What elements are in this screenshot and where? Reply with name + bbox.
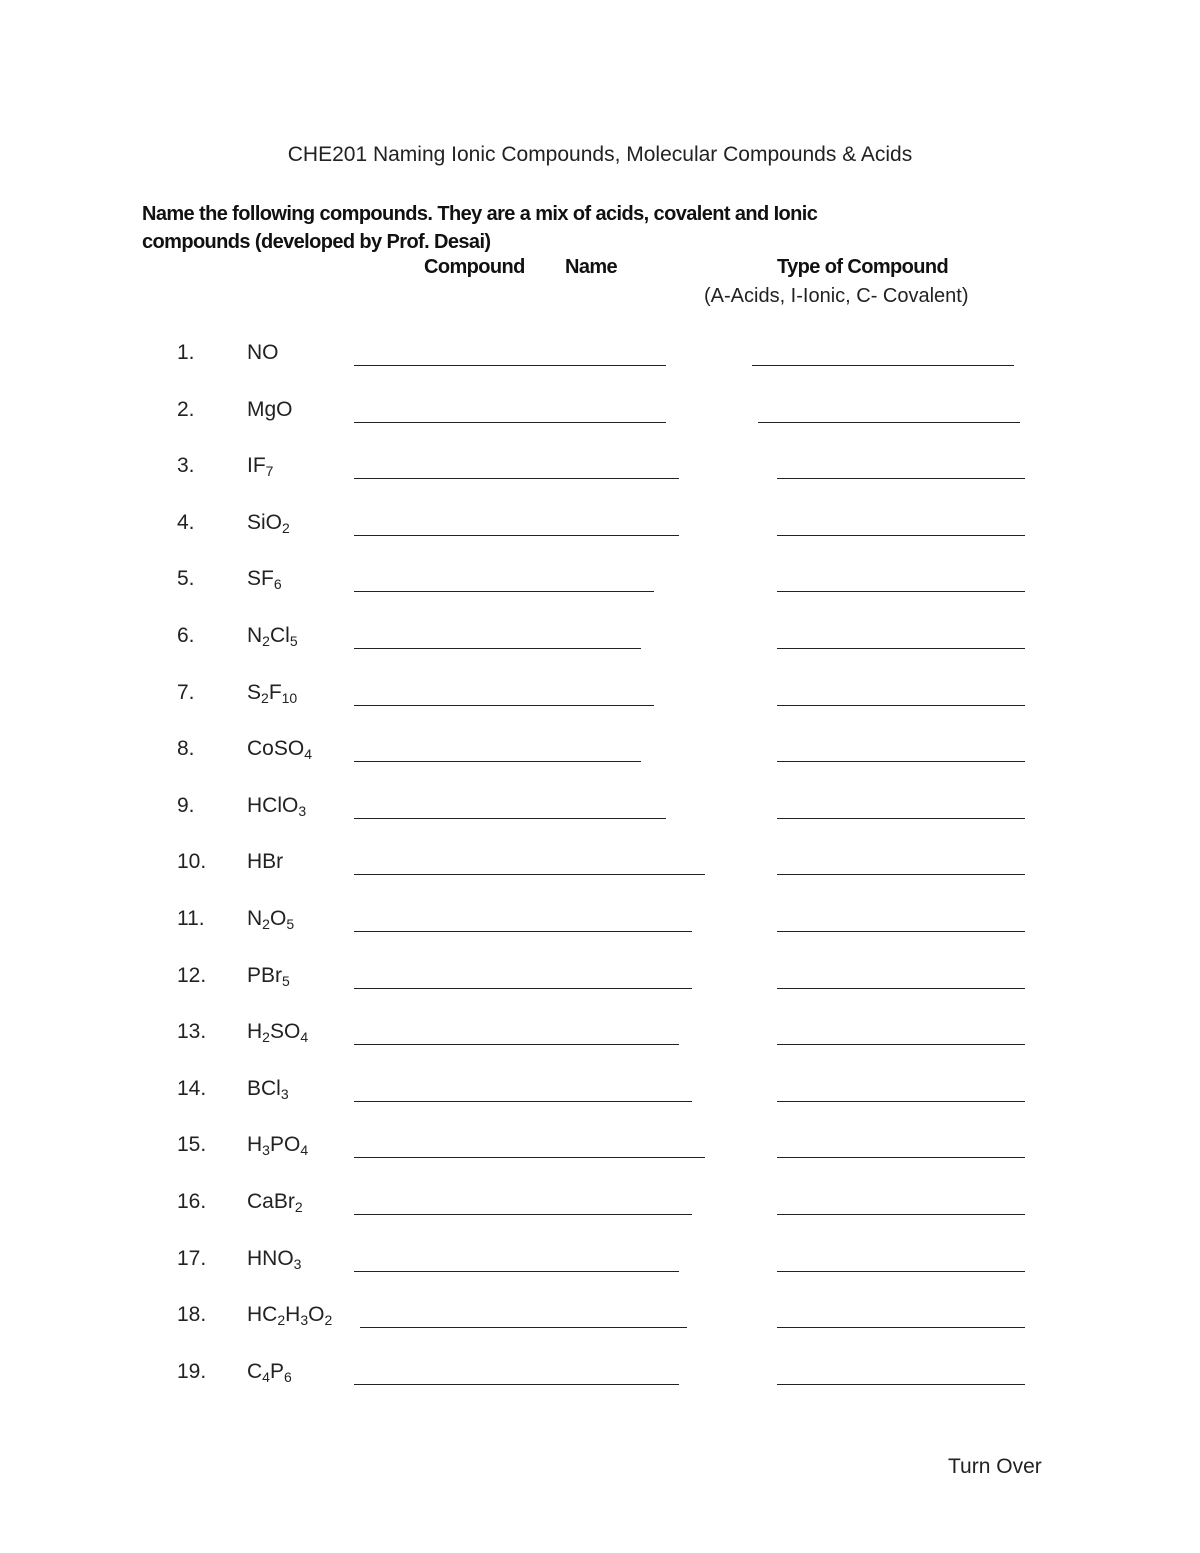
formula-subscript: 10 [281, 689, 298, 706]
formula-text: O [308, 1303, 325, 1327]
type-answer-blank[interactable] [777, 874, 1025, 875]
instructions [142, 200, 962, 256]
formula-text: NO [247, 341, 279, 364]
compound-formula [247, 964, 290, 988]
compound-row [0, 1020, 1200, 1060]
type-answer-blank[interactable] [777, 1157, 1025, 1158]
name-answer-blank[interactable] [354, 648, 641, 649]
formula-subscript: 4 [262, 1368, 270, 1385]
name-answer-blank[interactable] [354, 1214, 692, 1215]
compound-formula [247, 737, 312, 761]
formula-text: O [269, 907, 287, 930]
name-answer-blank[interactable] [354, 591, 654, 592]
row-number: 15. [177, 1133, 207, 1157]
compound-row [0, 567, 1200, 607]
compound-row [0, 1247, 1200, 1287]
type-answer-blank[interactable] [777, 761, 1025, 762]
formula-text: IF [247, 454, 266, 478]
type-answer-blank[interactable] [777, 818, 1025, 819]
formula-subscript: 2 [262, 916, 270, 932]
row-number: 13. [177, 1020, 207, 1044]
compound-row [0, 907, 1200, 947]
formula-text: SF [247, 567, 274, 591]
row-number: 11. [177, 907, 205, 930]
compound-row [0, 1133, 1200, 1173]
name-answer-blank[interactable] [354, 761, 641, 762]
compound-row [0, 1360, 1200, 1400]
row-number: 8. [177, 737, 195, 761]
type-answer-blank[interactable] [777, 535, 1025, 536]
column-header-name: Name [565, 256, 618, 278]
name-answer-blank[interactable] [354, 874, 705, 875]
name-answer-blank[interactable] [354, 535, 679, 536]
column-header-compound: Compound [424, 256, 525, 278]
compound-formula [247, 1303, 332, 1327]
compound-formula [247, 1133, 308, 1157]
name-answer-blank[interactable] [354, 365, 666, 366]
formula-text: HClO [247, 793, 299, 817]
formula-text: N [247, 907, 263, 930]
row-number: 10. [177, 850, 207, 874]
formula-text: H [247, 1133, 263, 1157]
compound-row [0, 681, 1200, 721]
type-answer-blank[interactable] [777, 1214, 1025, 1215]
formula-text: Cl [269, 624, 290, 647]
formula-subscript: 3 [298, 802, 307, 819]
formula-subscript: 5 [289, 633, 298, 649]
formula-text: N [247, 624, 263, 647]
formula-subscript: 3 [280, 1085, 289, 1102]
formula-subscript: 2 [282, 519, 290, 536]
type-legend: (A-Acids, I-Ionic, C- Covalent) [704, 285, 969, 307]
row-number: 17. [177, 1246, 207, 1270]
row-number: 19. [177, 1359, 207, 1383]
name-answer-blank[interactable] [354, 1101, 692, 1102]
formula-text: SiO [247, 510, 283, 534]
type-answer-blank[interactable] [777, 931, 1025, 932]
type-answer-blank[interactable] [777, 1384, 1025, 1385]
formula-text: MgO [247, 397, 293, 421]
formula-text: HBr [247, 850, 284, 874]
type-answer-blank[interactable] [777, 478, 1025, 479]
formula-subscript: 2 [324, 1312, 333, 1329]
compound-formula [247, 681, 297, 705]
column-header-type: Type of Compound [777, 256, 949, 278]
formula-text: F [268, 680, 282, 704]
type-answer-blank[interactable] [777, 988, 1025, 989]
formula-subscript: 2 [262, 633, 270, 649]
compound-row [0, 850, 1200, 890]
type-answer-blank[interactable] [777, 1101, 1025, 1102]
formula-subscript: 4 [300, 1029, 309, 1046]
formula-subscript: 6 [273, 576, 282, 593]
type-answer-blank[interactable] [777, 705, 1025, 706]
formula-subscript: 2 [262, 1029, 270, 1046]
formula-text: H [247, 1020, 263, 1044]
row-number: 12. [177, 963, 207, 987]
formula-text: HC [247, 1303, 278, 1327]
name-answer-blank[interactable] [354, 422, 666, 423]
compound-formula [247, 454, 273, 478]
row-number: 1. [177, 341, 195, 364]
formula-text: BCl [247, 1076, 281, 1100]
compound-formula [247, 624, 298, 648]
type-answer-blank[interactable] [777, 1327, 1025, 1328]
compound-formula [247, 1247, 301, 1271]
compound-formula [247, 907, 294, 931]
compound-row [0, 624, 1200, 664]
compound-row [0, 1190, 1200, 1230]
name-answer-blank[interactable] [354, 1271, 679, 1272]
formula-subscript: 5 [286, 916, 295, 932]
compound-row [0, 1077, 1200, 1117]
compound-row [0, 964, 1200, 1004]
compound-formula [247, 398, 293, 422]
name-answer-blank[interactable] [354, 1384, 679, 1385]
row-number: 4. [177, 510, 195, 534]
name-answer-blank[interactable] [354, 1157, 705, 1158]
formula-subscript: 7 [265, 463, 274, 480]
compound-row [0, 794, 1200, 834]
type-answer-blank[interactable] [777, 1271, 1025, 1272]
formula-text: CoSO [247, 737, 305, 761]
row-number: 6. [177, 624, 195, 647]
compound-formula [247, 511, 290, 535]
turn-over-note: Turn Over [948, 1455, 1042, 1478]
compound-row [0, 341, 1200, 381]
formula-subscript: 2 [261, 689, 269, 706]
instructions-line-2: compounds (developed by Prof. Desai) [142, 231, 491, 253]
formula-text: HNO [247, 1246, 294, 1270]
row-number: 7. [177, 680, 195, 704]
name-answer-blank[interactable] [354, 705, 654, 706]
formula-text: H [285, 1303, 301, 1327]
formula-subscript: 5 [282, 972, 290, 989]
row-number: 18. [177, 1303, 207, 1327]
formula-subscript: 2 [294, 1199, 303, 1215]
compound-row [0, 1303, 1200, 1343]
formula-text: PO [269, 1133, 301, 1157]
compound-row [0, 511, 1200, 551]
name-answer-blank[interactable] [354, 1044, 679, 1045]
formula-subscript: 3 [262, 1142, 270, 1159]
type-answer-blank[interactable] [777, 591, 1025, 592]
name-answer-blank[interactable] [354, 931, 692, 932]
compound-formula [247, 794, 306, 818]
row-number: 14. [177, 1076, 207, 1100]
name-answer-blank[interactable] [354, 988, 692, 989]
compound-row [0, 737, 1200, 777]
page-title: CHE201 Naming Ionic Compounds, Molecular Compounds & Acids [287, 143, 913, 166]
instructions-line-1: Name the following compounds. They are a mix of acids, covalent and Ionic [142, 203, 818, 225]
formula-text: CaBr [247, 1190, 295, 1213]
type-answer-blank[interactable] [758, 422, 1020, 423]
compound-formula [247, 1190, 303, 1214]
row-number: 2. [177, 397, 195, 421]
formula-subscript: 6 [283, 1368, 292, 1385]
compound-formula [247, 341, 279, 365]
formula-subscript: 4 [304, 746, 312, 763]
formula-text: P [269, 1359, 284, 1383]
compound-row [0, 454, 1200, 494]
type-answer-blank[interactable] [752, 365, 1014, 366]
name-answer-blank[interactable] [354, 478, 679, 479]
formula-subscript: 3 [300, 1312, 309, 1329]
row-number: 16. [177, 1190, 207, 1213]
row-number: 5. [177, 567, 195, 591]
formula-text: S [247, 680, 262, 704]
formula-text: C [247, 1359, 263, 1383]
compound-formula [247, 850, 283, 874]
name-answer-blank[interactable] [360, 1327, 687, 1328]
type-answer-blank[interactable] [777, 1044, 1025, 1045]
formula-subscript: 4 [300, 1142, 309, 1159]
compound-formula [247, 1020, 308, 1044]
compound-formula [247, 1077, 289, 1101]
formula-subscript: 2 [277, 1312, 286, 1329]
name-answer-blank[interactable] [354, 818, 666, 819]
type-answer-blank[interactable] [777, 648, 1025, 649]
formula-text: PBr [247, 963, 283, 987]
row-number: 9. [177, 793, 195, 817]
compound-row [0, 398, 1200, 438]
compound-formula [247, 1360, 292, 1384]
formula-subscript: 3 [293, 1255, 302, 1272]
formula-text: SO [269, 1020, 301, 1044]
row-number: 3. [177, 454, 195, 478]
compound-formula [247, 567, 282, 591]
